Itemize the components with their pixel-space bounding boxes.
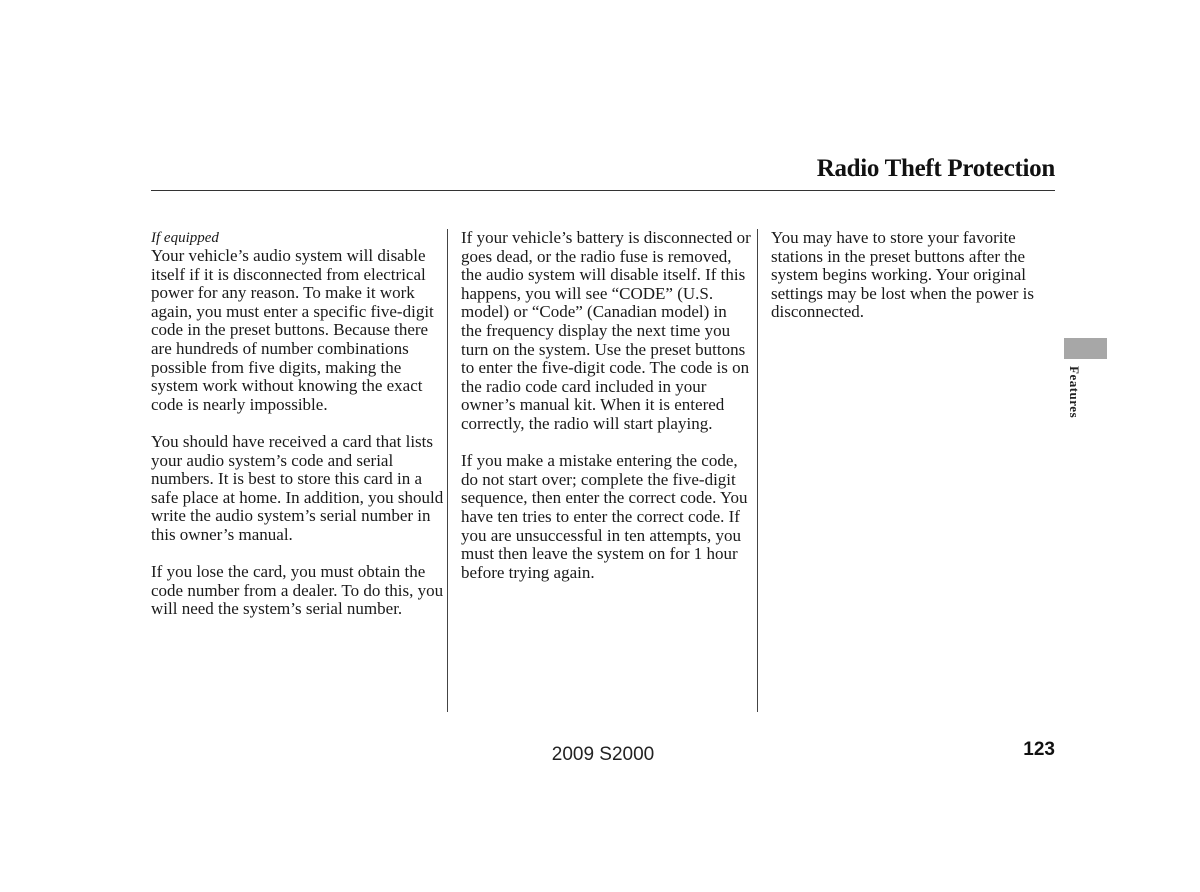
column-divider — [757, 229, 758, 712]
section-tab-marker — [1064, 338, 1107, 359]
page-number: 123 — [1023, 739, 1055, 760]
paragraph: If your vehicle’s battery is disconnected or goes dead, or the radio fuse is removed, the audio system will disable itself. If this happens, you will see “CODE” (U.S. model) or “Code” (Canadian model) in the frequency display the next time you turn on the system. Use the preset buttons to enter the five-digit code. The code is on the radio code card included in your owner’s manual kit. When it is entered correctly, the radio will start playing. — [461, 228, 751, 433]
equipped-note: If equipped — [151, 230, 219, 246]
paragraph: If you make a mistake entering the code, do not start over; complete the five-digit sequence, then enter the correct code. You have ten tries to enter the correct code. If you are unsuccessful in ten attempts, you must then leave the system on for 1 hour before trying again. — [461, 451, 748, 582]
paragraph: You should have received a card that lists your audio system’s code and serial numbers. It is best to store this card in a safe place at home. In addition, you should write the audio system’s serial number in this owner’s manual. — [151, 431, 444, 544]
paragraph: If you lose the card, you must obtain the code number from a dealer. To do this, you will need the system’s serial number. — [151, 562, 444, 619]
column-middle — [461, 229, 751, 601]
title-divider — [151, 190, 1055, 191]
section-tab-label: Features — [1067, 366, 1082, 419]
paragraph: Your vehicle’s audio system will disable itself if it is disconnected from electrical power for any reason. To make it work again, you must enter a specific five-digit code in the preset buttons. Because there are hundreds of number combinations possible from five digits, making the system work without knowing the exact code is nearly impossible. — [151, 246, 434, 414]
footer-model: 2009 S2000 — [551, 744, 655, 765]
column-right — [771, 229, 1055, 341]
column-left — [151, 229, 445, 637]
page-title: Radio Theft Protection — [816, 155, 1055, 182]
column-divider — [447, 229, 448, 712]
paragraph: You may have to store your favorite stations in the preset buttons after the system begins working. Your original settings may be lost when the power is disconnected. — [771, 228, 1034, 322]
